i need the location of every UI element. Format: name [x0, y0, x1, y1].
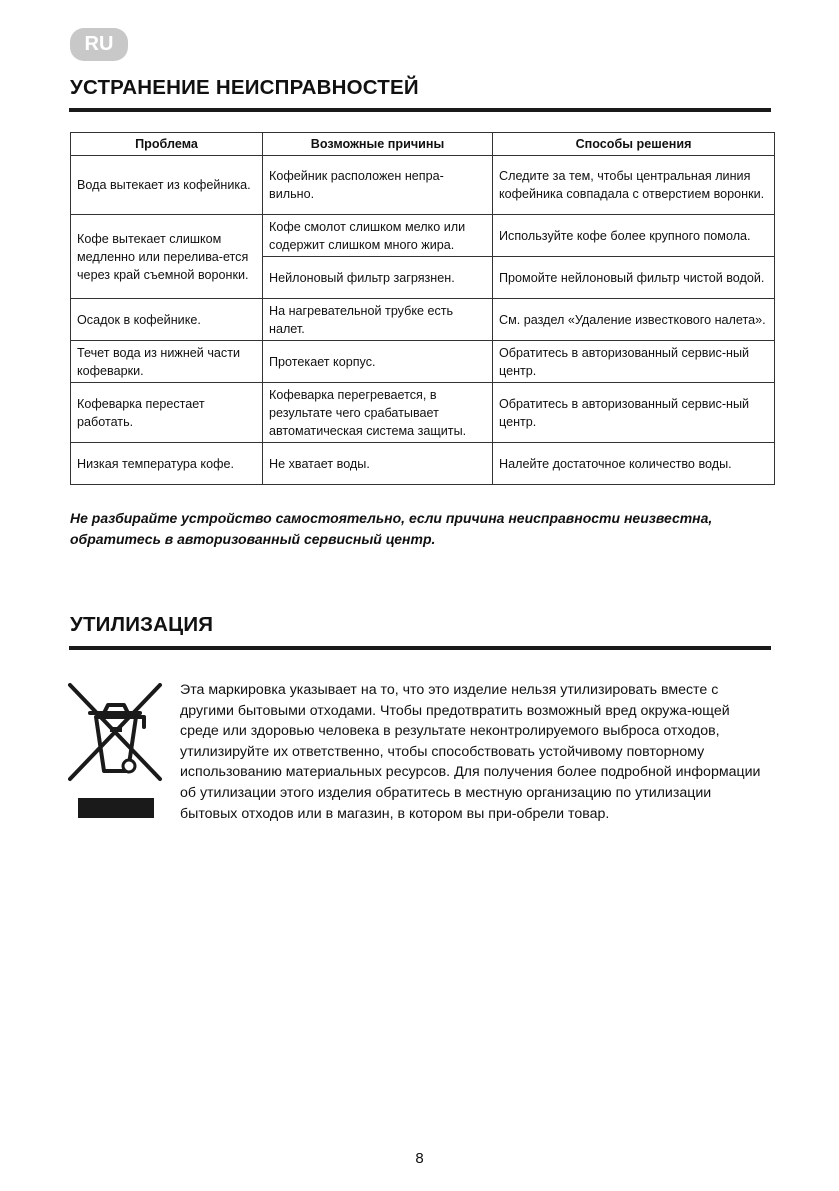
cause-cell: Не хватает воды. — [263, 443, 493, 485]
language-badge: RU — [70, 28, 128, 61]
crossed-out-wheelie-bin-icon — [68, 683, 164, 828]
solution-cell: См. раздел «Удаление известкового налета». — [493, 299, 775, 341]
table-row — [71, 443, 775, 485]
problem-cell: Низкая температура кофе. — [71, 443, 263, 485]
cause-cell: На нагревательной трубке есть налет. — [263, 299, 493, 341]
problem-cell: Кофе вытекает слишком медленно или перелива-ется через край съемной воронки. — [71, 215, 263, 299]
problem-cell: Течет вода из нижней части кофеварки. — [71, 341, 263, 383]
solution-cell: Налейте достаточное количество воды. — [493, 443, 775, 485]
solution-cell: Используйте кофе более крупного помола. — [493, 215, 775, 257]
disposal-title-rule — [69, 646, 771, 650]
solution-cell: Обратитесь в авторизованный сервис-ный центр. — [493, 341, 775, 383]
cause-cell: Протекает корпус. — [263, 341, 493, 383]
table-row — [71, 215, 775, 257]
table-row — [71, 383, 775, 443]
table-header-row — [71, 133, 775, 156]
service-warning: Не разбирайте устройство самостоятельно, если причина неисправности неизвестна, обратитесь в авторизованный сервисный центр. — [70, 510, 713, 547]
solution-cell: Следите за тем, чтобы центральная линия кофейника совпадала с отверстием воронки. — [493, 156, 775, 215]
problem-cell: Вода вытекает из кофейника. — [71, 156, 263, 215]
cause-cell: Кофеварка перегревается, в результате чего срабатывает автоматическая система защиты. — [263, 383, 493, 443]
troubleshooting-title: УСТРАНЕНИЕ НЕИСПРАВНОСТЕЙ — [70, 76, 419, 99]
problem-cell: Кофеварка перестает работать. — [71, 383, 263, 443]
troubleshooting-title-rule — [69, 108, 771, 112]
header-causes: Возможные причины — [263, 133, 493, 156]
cause-cell: Нейлоновый фильтр загрязнен. — [263, 257, 493, 299]
troubleshooting-table — [70, 132, 775, 485]
cause-cell: Кофе смолот слишком мелко или содержит слишком много жира. — [263, 215, 493, 257]
disposal-title: УТИЛИЗАЦИЯ — [70, 613, 214, 636]
problem-cell: Осадок в кофейнике. — [71, 299, 263, 341]
page-number: 8 — [415, 1150, 424, 1167]
table-row — [71, 156, 775, 215]
solution-cell: Промойте нейлоновый фильтр чистой водой. — [493, 257, 775, 299]
disposal-text: Эта маркировка указывает на то, что это изделие нельзя утилизировать вместе с другими бытовыми отходами. Чтобы предотвратить возможный вред окружа-ющей среде или здоровью человека в результате неконтролируемого выброса отходов, утилизируйте их ответственно, чтобы способствовать устойчивому повторному использованию материальных ресурсов. Для получения более подробной информации об утилизации этого изделия обратитесь в местную организацию по утилизации бытовых отходов или в магазин, в котором вы при-обрели товар. — [180, 682, 761, 822]
cause-cell: Кофейник расположен непра-вильно. — [263, 156, 493, 215]
header-solutions: Способы решения — [493, 133, 775, 156]
solution-cell: Обратитесь в авторизованный сервис-ный центр. — [493, 383, 775, 443]
table-row — [71, 299, 775, 341]
header-problem: Проблема — [71, 133, 263, 156]
table-row — [71, 341, 775, 383]
